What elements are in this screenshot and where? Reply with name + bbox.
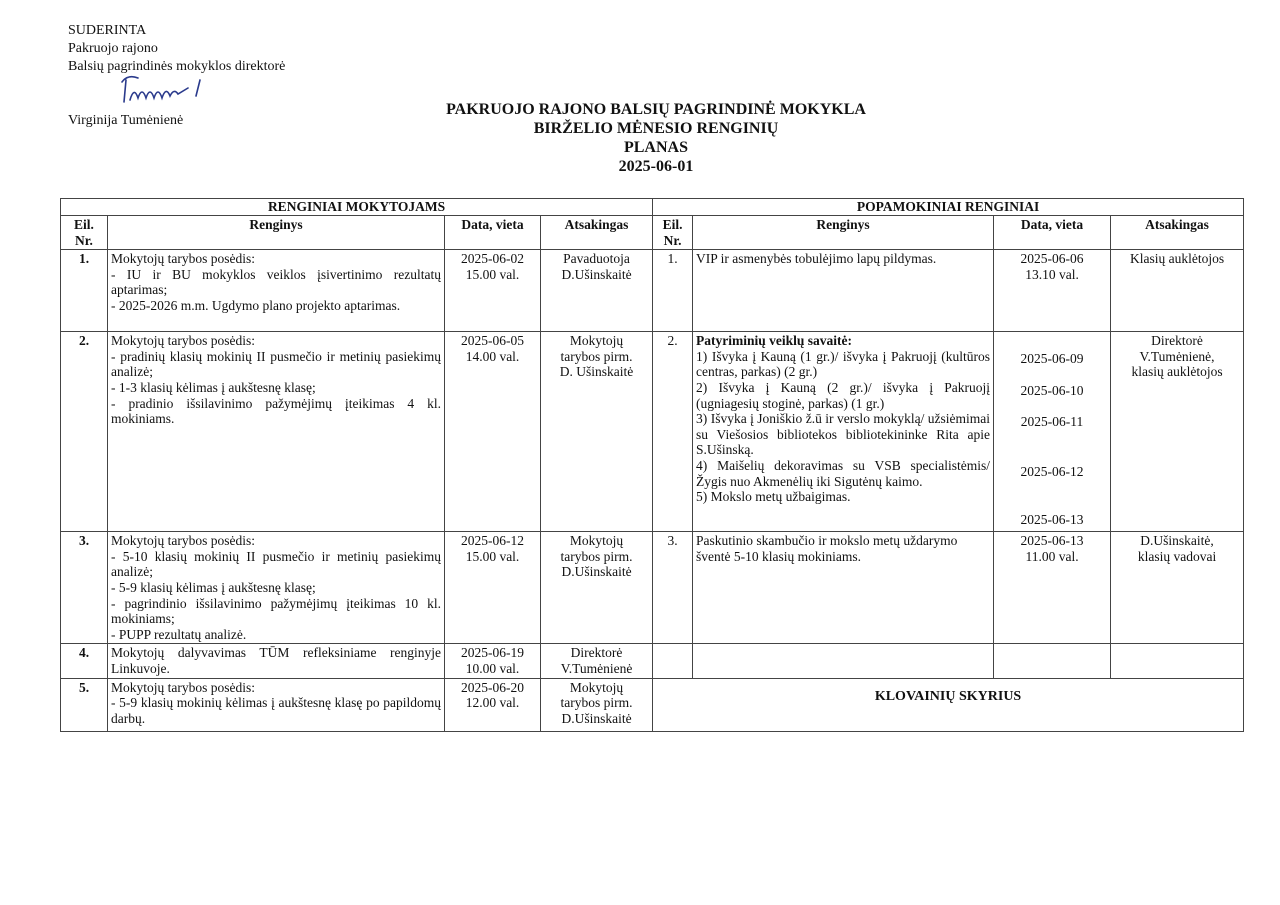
event-responsible: Pavaduotoja D.Ušinskaitė	[541, 250, 653, 332]
row-number: 4.	[61, 644, 108, 678]
events-table	[60, 198, 1244, 732]
event-description: Paskutinio skambučio ir mokslo metų uždarymo šventė 5-10 klasių mokiniams.	[693, 532, 994, 644]
approval-label: SUDERINTA	[68, 23, 147, 38]
table-row	[61, 532, 1244, 644]
event-description: VIP ir asmenybės tobulėjimo lapų pildymas.	[693, 250, 994, 332]
title-date: 2025-06-01	[618, 158, 694, 175]
event-description: Mokytojų tarybos posėdis: - pradinių klasių mokinių II pusmečio ir metinių pasiekimų analizė; - 1-3 klasių kėlimas į aukštesnę klasę; - pradinio išsilavinimo pažymėjimų įteikimas 4 kl. mokiniams.	[108, 332, 445, 532]
header-date: Data, vieta	[445, 216, 541, 250]
empty-cell	[1111, 644, 1244, 678]
row-number: 1.	[653, 250, 693, 332]
approval-position: Balsių pagrindinės mokyklos direktorė	[68, 59, 286, 74]
section-extra: POPAMOKINIAI RENGINIAI	[653, 199, 1244, 216]
title-school: PAKRUOJO RAJONO BALSIŲ PAGRINDINĖ MOKYKLA	[446, 101, 866, 118]
row-number: 5.	[61, 678, 108, 731]
approval-block	[68, 22, 285, 76]
signature-icon	[118, 72, 218, 108]
event-description: Mokytojų tarybos posėdis: - 5-10 klasių mokinių II pusmečio ir metinių pasiekimų analizė; - 5-9 klasių kėlimas į aukštesnę klasę; - pagrindinio išsilavinimo pažymėjimų įteikimas 10 kl. mokiniams; - PUPP rezultatų analizė.	[108, 532, 445, 644]
header-no: Eil. Nr.	[61, 216, 108, 250]
column-header-row	[61, 216, 1244, 250]
document-title	[380, 100, 932, 176]
header-event-right: Renginys	[693, 216, 994, 250]
table-row	[61, 644, 1244, 678]
approval-district: Pakruojo rajono	[68, 41, 158, 56]
header-date-right: Data, vieta	[994, 216, 1111, 250]
empty-cell	[994, 644, 1111, 678]
event-date: 2025-06-12 15.00 val.	[445, 532, 541, 644]
row-number: 3.	[653, 532, 693, 644]
title-month: BIRŽELIO MĖNESIO RENGINIŲ	[533, 120, 779, 137]
row-number: 3.	[61, 532, 108, 644]
event-description: Mokytojų tarybos posėdis: - 5-9 klasių mokinių kėlimas į aukštesnę klasę po papildomų darbų.	[108, 678, 445, 731]
event-description: Patyriminių veiklų savaitė: 1) Išvyka į Kauną (1 gr.)/ išvyka į Pakruojį (kultūros centras, parkas) (2 gr.) 2) Išvyka į Kauną (2 gr.)/ išvyka į Pakruojį (ugniagesių stoginė, parkas) (1 gr.) 3) Išvyka į Joniškio ž.ū ir verslo mokyklą/ užsiėmimai su Viešosios bibliotekos bibliotekininke Rita apie S.Ušinską. 4) Maišelių dekoravimas su VSB specialistėmis/ Žygis nuo Akmenėlių iki Sigutėnų kaimo. 5) Mokslo metų užbaigimas.	[693, 332, 994, 532]
event-description: Mokytojų dalyvavimas TŪM refleksiniame renginyje Linkuvoje.	[108, 644, 445, 678]
table-row	[61, 678, 1244, 731]
event-responsible: Mokytojų tarybos pirm. D.Ušinskaitė	[541, 678, 653, 731]
event-date: 2025-06-13 11.00 val.	[994, 532, 1111, 644]
table-row	[61, 250, 1244, 332]
row-number: 2.	[61, 332, 108, 532]
row-number: 1.	[61, 250, 108, 332]
header-event: Renginys	[108, 216, 445, 250]
section-teachers: RENGINIAI MOKYTOJAMS	[61, 199, 653, 216]
empty-cell	[653, 644, 693, 678]
empty-cell	[693, 644, 994, 678]
section-klovainiai: KLOVAINIŲ SKYRIUS	[653, 678, 1244, 731]
event-date: 2025-06-09 2025-06-10 2025-06-11 2025-06-12 2025-06-13	[994, 332, 1111, 532]
event-responsible: Direktorė V.Tumėnienė	[541, 644, 653, 678]
header-no-right: Eil. Nr.	[653, 216, 693, 250]
event-responsible: Mokytojų tarybos pirm. D.Ušinskaitė	[541, 532, 653, 644]
event-responsible: D.Ušinskaitė, klasių vadovai	[1111, 532, 1244, 644]
event-responsible: Mokytojų tarybos pirm. D. Ušinskaitė	[541, 332, 653, 532]
header-resp: Atsakingas	[541, 216, 653, 250]
header-resp-right: Atsakingas	[1111, 216, 1244, 250]
event-date: 2025-06-06 13.10 val.	[994, 250, 1111, 332]
event-date: 2025-06-20 12.00 val.	[445, 678, 541, 731]
signer-name: Virginija Tumėnienė	[68, 113, 184, 128]
title-plan: PLANAS	[623, 139, 688, 156]
section-header-row	[61, 199, 1244, 216]
event-date: 2025-06-02 15.00 val.	[445, 250, 541, 332]
table-row	[61, 332, 1244, 532]
event-date: 2025-06-05 14.00 val.	[445, 332, 541, 532]
event-date: 2025-06-19 10.00 val.	[445, 644, 541, 678]
event-responsible: Klasių auklėtojos	[1111, 250, 1244, 332]
row-number: 2.	[653, 332, 693, 532]
event-description: Mokytojų tarybos posėdis: - IU ir BU mokyklos veiklos įsivertinimo rezultatų aptarimas; - 2025-2026 m.m. Ugdymo plano projekto aptarimas.	[108, 250, 445, 332]
event-responsible: Direktorė V.Tumėnienė, klasių auklėtojos	[1111, 332, 1244, 532]
